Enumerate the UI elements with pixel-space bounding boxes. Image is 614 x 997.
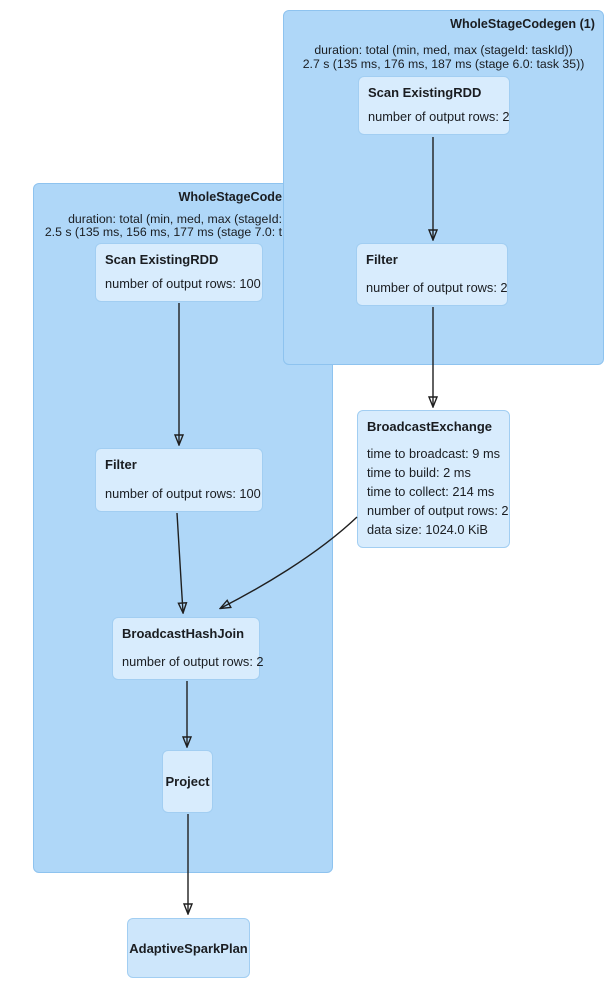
plan-node-filter-1[interactable] xyxy=(356,243,508,306)
cluster-duration-header: duration: total (min, med, max (stageId: xyxy=(68,212,282,226)
cluster-title: WholeStageCodegen (1) xyxy=(450,17,595,31)
node-title: Filter xyxy=(105,457,137,472)
node-title: Scan ExistingRDD xyxy=(368,85,482,100)
cluster-duration-value: 2.5 s (135 ms, 156 ms, 177 ms (stage 7.0: t xyxy=(44,225,282,239)
node-metric: number of output rows: 2 xyxy=(122,654,264,669)
node-metric: time to broadcast: 9 ms xyxy=(367,446,500,461)
node-metric: number of output rows: 2 xyxy=(366,280,508,295)
node-metric: number of output rows: 2 xyxy=(368,109,510,124)
plan-node-broadcast-hash-join[interactable] xyxy=(112,617,264,680)
cluster-duration-header: duration: total (min, med, max (stageId: taskId)) xyxy=(314,43,573,57)
node-metric: time to collect: 214 ms xyxy=(367,484,495,499)
node-metric: number of output rows: 100 xyxy=(105,276,261,291)
node-metric: number of output rows: 100 xyxy=(105,486,261,501)
node-title: BroadcastHashJoin xyxy=(122,626,245,641)
plan-node-adaptive-spark-plan[interactable] xyxy=(127,918,250,978)
node-metrics xyxy=(367,444,509,539)
plan-node-filter-2[interactable] xyxy=(95,448,263,512)
node-metric: time to build: 2 ms xyxy=(367,465,471,480)
node-title: Filter xyxy=(366,252,398,267)
node-title: BroadcastExchange xyxy=(367,419,492,434)
node-title: Scan ExistingRDD xyxy=(105,252,219,267)
plan-node-scan-existingrdd-2[interactable] xyxy=(95,243,263,302)
node-title: Project xyxy=(165,774,210,789)
cluster-title: WholeStageCode xyxy=(178,190,282,204)
plan-node-project[interactable] xyxy=(162,750,213,813)
plan-node-scan-existingrdd-1[interactable] xyxy=(358,76,510,135)
node-title: AdaptiveSparkPlan xyxy=(129,940,248,956)
cluster-wholestagecodegen-1 xyxy=(283,10,604,365)
node-metric: number of output rows: 2 xyxy=(367,503,509,518)
node-metric: data size: 1024.0 KiB xyxy=(367,522,488,537)
cluster-duration-value: 2.7 s (135 ms, 176 ms, 187 ms (stage 6.0: task 35)) xyxy=(302,57,585,71)
plan-node-broadcast-exchange[interactable] xyxy=(357,410,510,548)
